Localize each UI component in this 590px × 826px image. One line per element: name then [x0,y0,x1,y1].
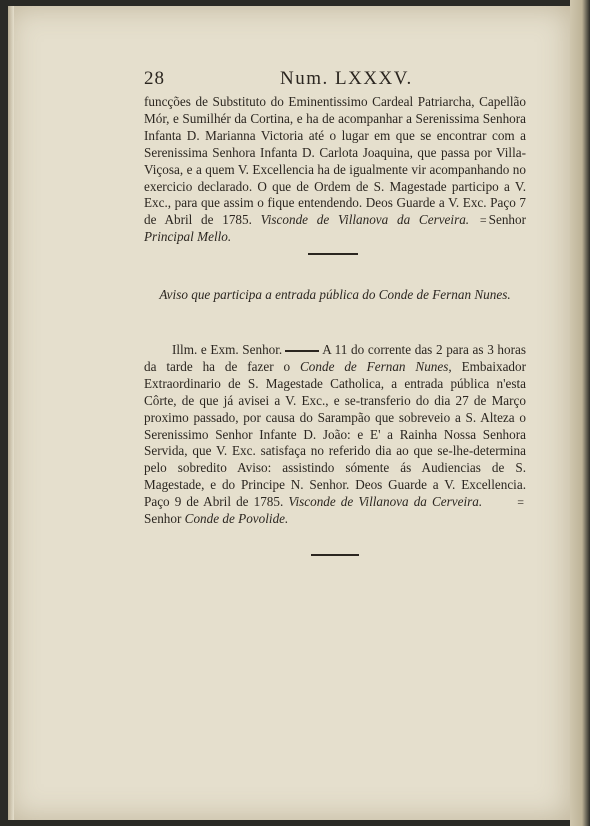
section-divider [308,253,358,255]
letter-1-signature: Visconde de Villanova da Cerveira. [260,212,470,228]
page-number: 28 [144,68,165,89]
page-header [144,68,544,96]
letter-2-addressee-prefix: Senhor [144,511,182,527]
adjacent-page-edge [570,0,590,826]
letter-2-text-b: , Embaixador Extraordinario de S. Magestade Catholica, a entrada pública n'esta Côrte, de que já avisei a V. Exc., e se-transferio do dia 27 de Março proximo passado, por causa do Sarampão que sobreveio a S. Alteza o Serenissimo Senhor Infante D. João: e E' a Rainha Nossa Senhora Servida, que V. Exc. satisfaça no referido dia ao que se-lhe-determina pelo sobredito Aviso: assistindo sómente ás Audiencias de S. Magestade, e do Principe N. Senhor. Deos Guarde a V. Excellencia. Paço 9 de Abril de 1785. [144,358,527,510]
letter-2-paragraph [144,342,526,528]
letter-2-salutation: Illm. e Exm. Senhor. [172,342,283,357]
letter-1-body: funcções de Substituto do Eminentissimo Cardeal Patriarcha, Capellão Mór, e Sumilhér da Cortina, e ha de acompanhar a Serenissima Senhora Infanta D. Marianna Victoria até o lugar em que se encontrar com a Serenissima Senhora Infanta D. Carlota Joaquina, que passa por Villa-Viçosa, e a quem V. Excellencia ha de igualmente vir acompanhando no exercicio declarado. O que de Ordem de S. Magestade participo a V. Exc., para que assim o fique entendendo. Deos Guarde a V. Exc. Paço 7 de Abril de 1785. [144,94,526,228]
letter-2-signature: Visconde de Villanova da Cerveira. [288,494,483,510]
letter-1-addressee-prefix: Senhor [488,212,526,228]
page-binding-shadow [8,6,14,820]
letter-1-paragraph [144,94,526,246]
letter-2-eq: = [517,495,525,510]
end-divider [311,554,359,556]
letter-1-eq: = [479,213,487,228]
letter-2-name: Conde de Fernan Nunes [300,358,449,374]
salutation-dash [285,350,319,351]
letter-1-addressee: Principal Mello. [144,229,232,245]
section-title: Aviso que participa a entrada pública do Conde de Fernan Nunes. [159,287,511,302]
letter-2-text-a: A 11 do corrente das 2 para as 3 horas da tarde ha de fazer o [144,342,526,374]
letter-2-addressee: Conde de Povolide. [184,511,289,527]
page-heading: Num. LXXXV. [280,68,413,89]
